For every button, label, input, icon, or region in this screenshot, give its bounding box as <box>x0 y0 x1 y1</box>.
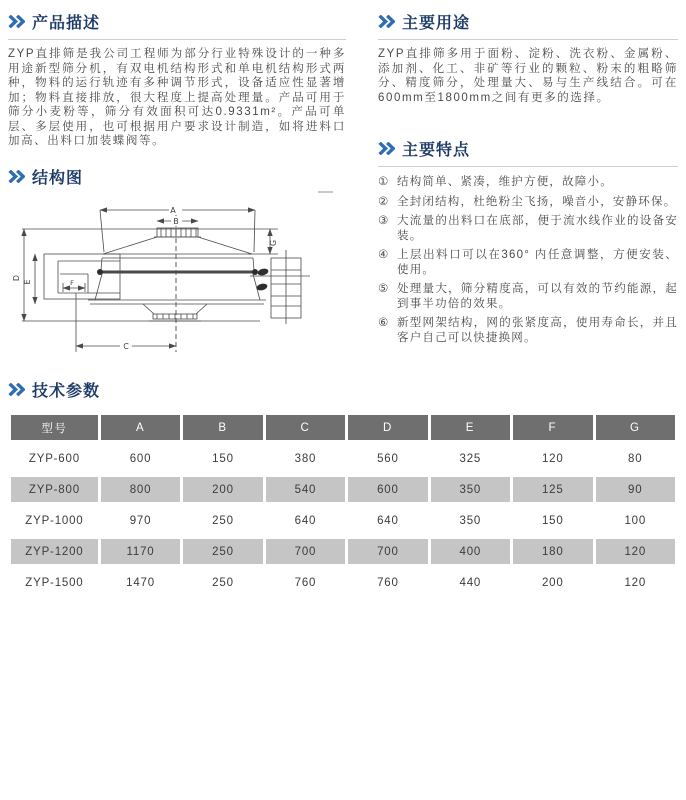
table-header-cell: D <box>348 415 427 440</box>
table-cell: 350 <box>431 477 510 502</box>
product-description-text: ZYP直排筛是我公司工程师为部分行业特殊设计的一种多用途新型筛分机，有双电机结构形式和单电机结构形式两种，物料的运行轨迹有多种调节形式，设备适应性显著增加；物料直接排放，很大程度上提高处理量。产品可用于筛分小麦粉等，筛分有效面积可达0.9331m²。产品可单层、多层使用，也可根据用户要求设计制造，如将进料口加高、出料口加装蝶阀等。 <box>8 48 346 147</box>
table-cell: 400 <box>431 539 510 564</box>
table-cell: ZYP-800 <box>11 477 98 502</box>
table-header-cell: E <box>431 415 510 440</box>
structure-diagram <box>8 200 346 365</box>
table-cell: 120 <box>596 539 675 564</box>
dim-label-a: A <box>170 205 176 215</box>
dim-label-c: C <box>123 341 129 351</box>
table-header-row <box>11 415 675 440</box>
section-title: 主要特点 <box>402 142 471 159</box>
dim-label-e: E <box>23 278 32 285</box>
table-cell: 600 <box>129 452 152 465</box>
structure-diagram-drawing <box>8 200 338 365</box>
table-cell: 700 <box>348 539 427 564</box>
feature-item <box>378 316 678 345</box>
table-cell: 200 <box>183 477 262 502</box>
table-cell: 600 <box>348 477 427 502</box>
table-cell: 125 <box>513 477 592 502</box>
table-cell: 560 <box>377 452 399 465</box>
table-cell: 640 <box>294 514 317 527</box>
table-header-cell: B <box>183 415 262 440</box>
double-chevron-icon <box>8 170 25 183</box>
table-cell: 90 <box>596 477 675 502</box>
table-header-cell: F <box>513 415 592 440</box>
table-header-cell: A <box>101 415 180 440</box>
feature-item <box>378 175 678 190</box>
dim-label-b: B <box>173 216 179 226</box>
table-cell: 250 <box>183 539 262 564</box>
table-cell: 1170 <box>101 539 180 564</box>
table-cell: 800 <box>101 477 180 502</box>
table-header-cell: C <box>266 415 345 440</box>
table-cell: 380 <box>294 452 317 465</box>
dim-label-f: F <box>70 278 74 287</box>
section-title: 技术参数 <box>32 383 101 400</box>
table-cell: 540 <box>266 477 345 502</box>
structure-diagram-heading <box>8 163 346 194</box>
table-row <box>11 446 675 471</box>
table-cell: 80 <box>628 452 643 465</box>
table-cell: 640 <box>377 514 399 527</box>
table-row <box>11 477 675 502</box>
stray-dash-mark <box>318 191 333 193</box>
feature-item <box>378 195 678 210</box>
table-cell: 150 <box>212 452 234 465</box>
main-uses-text: ZYP直排筛多用于面粉、淀粉、洗衣粉、金属粉、添加剂、化工、非矿等行业的颗粒、粉末的粗略筛分、精度筛分，处理量大、易与生产线结合。可在600mm至1800mm之间有更多的选择。 <box>378 48 678 104</box>
table-header-cell: G <box>596 415 675 440</box>
table-header-cell: 型号 <box>11 415 98 440</box>
section-title: 主要用途 <box>402 15 471 32</box>
left-column <box>8 8 346 365</box>
table-cell: 200 <box>541 576 564 589</box>
section-title: 产品描述 <box>32 15 101 32</box>
table-cell: 150 <box>541 514 564 527</box>
feature-text: 新型网架结构，网的张紧度高，使用寿命长，并且客户自己可以快捷换网。 <box>397 317 678 344</box>
table-cell: 350 <box>459 514 482 527</box>
feature-text: 结构简单、紧凑，维护方便，故障小。 <box>397 176 613 188</box>
table-row <box>11 508 675 533</box>
feature-text: 大流量的出料口在底部，便于流水线作业的设备安装。 <box>397 215 678 242</box>
feature-text: 全封闭结构，杜绝粉尘飞扬，噪音小，安静环保。 <box>397 195 677 208</box>
tech-params-table <box>8 409 678 601</box>
table-cell: 250 <box>212 514 234 527</box>
double-chevron-icon <box>378 142 395 155</box>
double-chevron-icon <box>8 15 25 28</box>
feature-number: ① <box>378 176 390 188</box>
features-list <box>378 175 678 345</box>
table-cell: 325 <box>459 452 482 465</box>
table-cell: 700 <box>266 539 345 564</box>
feature-text: 处理量大，筛分精度高，可以有效的节约能源，起到事半功倍的效果。 <box>397 283 678 310</box>
table-cell: ZYP-1000 <box>25 514 84 527</box>
table-cell: 180 <box>513 539 592 564</box>
right-column <box>378 8 678 350</box>
main-uses-heading <box>378 8 678 40</box>
double-chevron-icon <box>378 15 395 28</box>
section-title: 结构图 <box>32 169 84 187</box>
table-cell: 760 <box>294 576 317 589</box>
table-cell: ZYP-1500 <box>25 576 84 589</box>
table-cell: ZYP-1200 <box>11 539 98 564</box>
two-column-area <box>8 8 678 366</box>
feature-item <box>378 248 678 277</box>
feature-item <box>378 282 678 311</box>
tech-params-section <box>8 376 678 601</box>
feature-number: ② <box>378 195 390 208</box>
table-cell: 1470 <box>126 576 155 589</box>
table-cell: 120 <box>624 576 647 589</box>
table-cell: 100 <box>624 514 647 527</box>
feature-number: ⑥ <box>378 317 390 329</box>
main-features-heading <box>378 135 678 167</box>
table-cell: 120 <box>541 452 564 465</box>
feature-number: ④ <box>378 249 390 261</box>
feature-number: ③ <box>378 215 390 227</box>
double-chevron-icon <box>8 383 25 396</box>
table-cell: ZYP-600 <box>28 452 80 465</box>
table-cell: 440 <box>459 576 482 589</box>
table-cell: 250 <box>212 576 234 589</box>
table-cell: 760 <box>377 576 399 589</box>
table-row <box>11 539 675 564</box>
table-row <box>11 570 675 595</box>
tech-params-heading <box>8 376 678 407</box>
table-cell: 970 <box>129 514 152 527</box>
dim-label-g: G <box>269 239 278 246</box>
dim-label-d: D <box>12 274 21 281</box>
product-description-heading <box>8 8 346 40</box>
feature-number: ⑤ <box>378 283 390 295</box>
feature-text: 上层出料口可以在360° 内任意调整，方便安装、使用。 <box>397 249 678 276</box>
feature-item <box>378 214 678 243</box>
